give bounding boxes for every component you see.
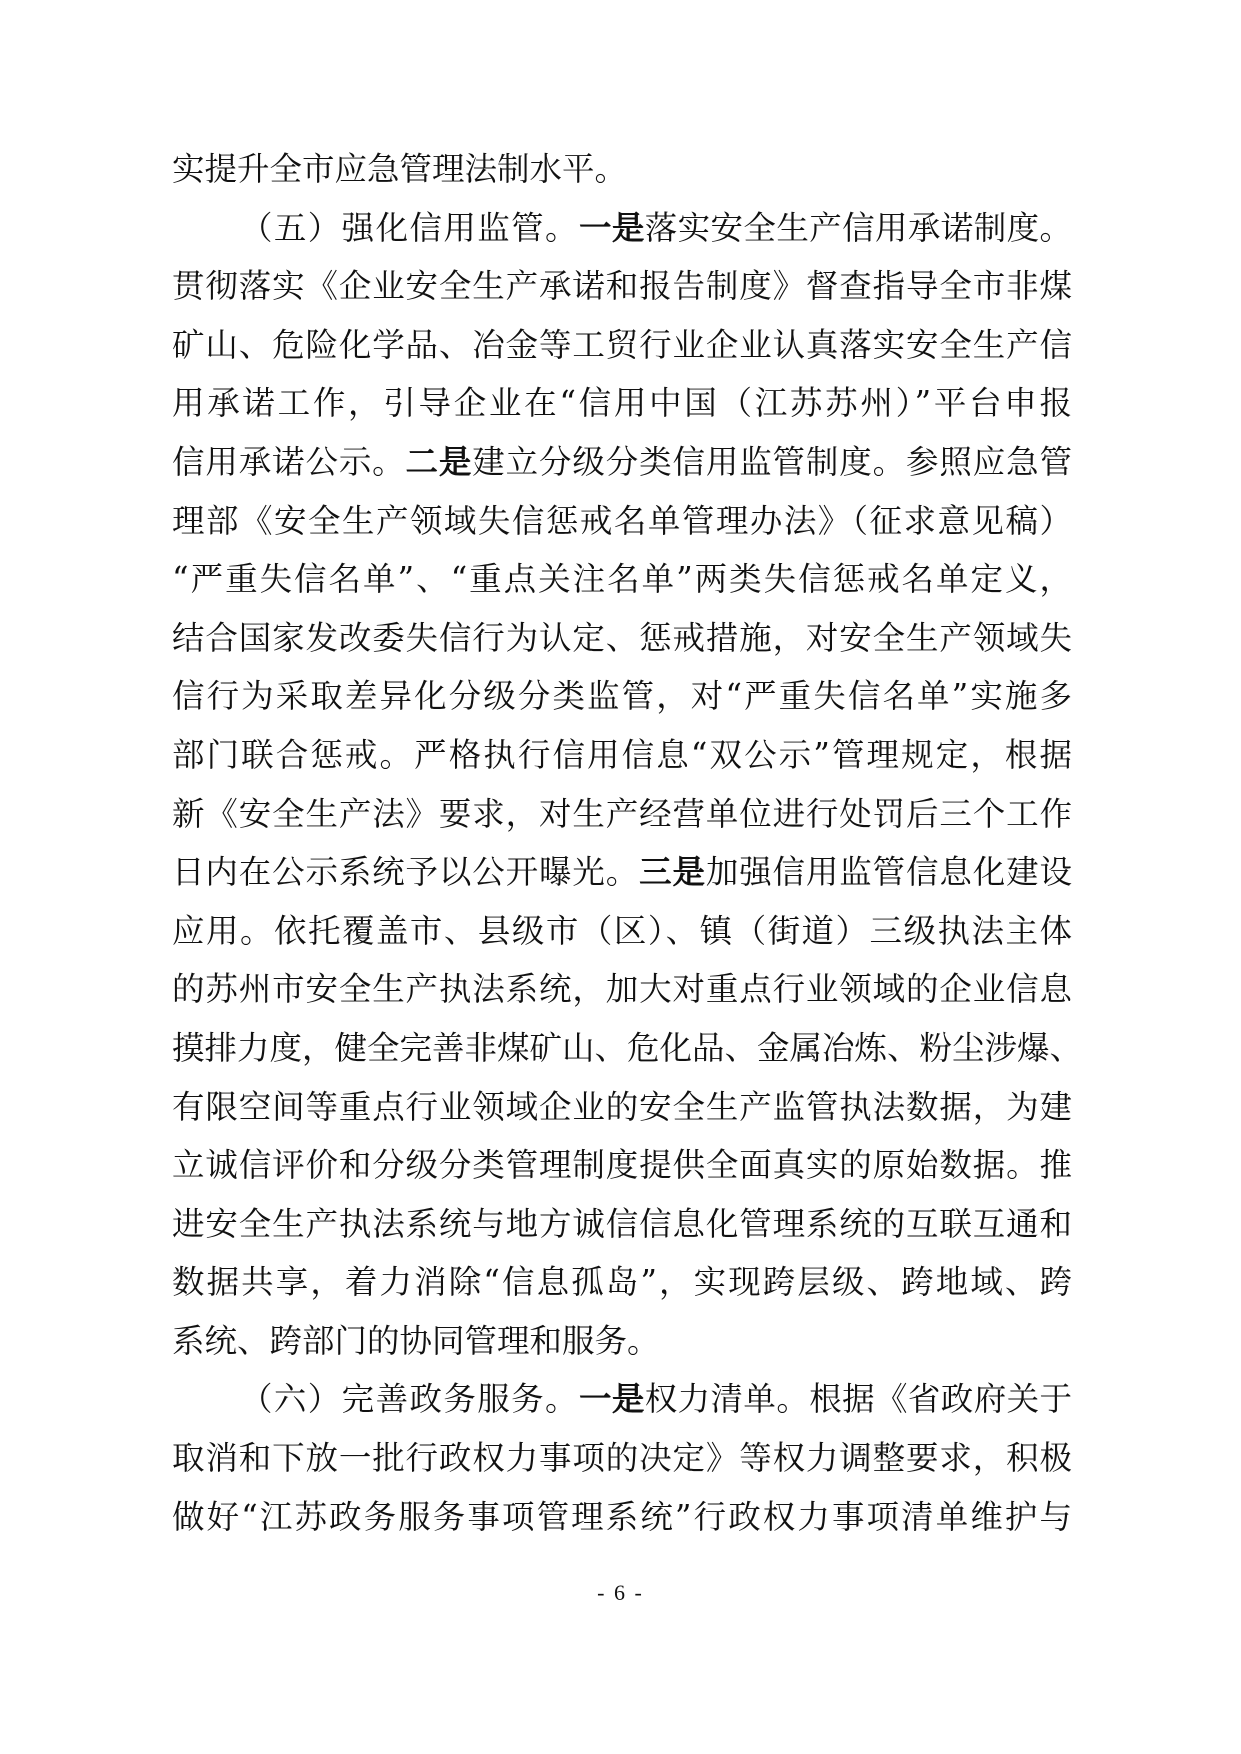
- text-line: [172, 374, 1072, 433]
- text-run: 权力清单。根据《省政府关于: [644, 1380, 1072, 1419]
- text-line: [172, 550, 1072, 609]
- text-run: 信行为采取差异化分级分类监管，对“严重失信名单”实施多: [172, 677, 1072, 716]
- text-run: 有限空间等重点行业领域企业的安全生产监管执法数据，为建: [172, 1087, 1072, 1126]
- document-body: [172, 140, 1083, 1546]
- section-heading-line: [172, 199, 1072, 258]
- text-line: [172, 785, 1072, 844]
- text-run: 部门联合惩戒。严格执行信用信息“双公示”管理规定，根据: [172, 735, 1072, 774]
- text-line: [172, 1078, 1072, 1137]
- text-line: [172, 140, 1072, 199]
- text-line: [172, 257, 1072, 316]
- text-run: 新《安全生产法》要求，对生产经营单位进行处罚后三个工作: [172, 794, 1072, 833]
- text-run: 摸排力度，健全完善非煤矿山、危化品、金属冶炼、粉尘涉爆、: [172, 1028, 1083, 1067]
- text-run: “严重失信名单”、“重点关注名单”两类失信惩戒名单定义，: [172, 560, 1072, 599]
- text-line: [172, 1253, 1072, 1312]
- bold-enumerator: 一是: [578, 1380, 645, 1419]
- text-run: 取消和下放一批行政权力事项的决定》等权力调整要求，积极: [172, 1439, 1072, 1478]
- bold-enumerator: 一是: [578, 208, 645, 247]
- text-run: 的苏州市安全生产执法系统，加大对重点行业领域的企业信息: [172, 970, 1072, 1009]
- text-run: 加强信用监管信息化建设: [705, 853, 1072, 892]
- text-line: [172, 492, 1072, 551]
- text-line: [172, 1488, 1072, 1547]
- text-run: 结合国家发改委失信行为认定、惩戒措施，对安全生产领域失: [172, 618, 1072, 657]
- text-run: 数据共享，着力消除“信息孤岛”，实现跨层级、跨地域、跨: [172, 1263, 1072, 1302]
- text-line: [172, 960, 1072, 1019]
- text-run: 贯彻落实《企业安全生产承诺和报告制度》督查指导全市非煤: [172, 267, 1072, 306]
- section-heading-line: [172, 1370, 1072, 1429]
- bold-enumerator: 二是: [405, 442, 473, 481]
- text-line: [172, 1195, 1072, 1254]
- text-line: [172, 902, 1072, 961]
- section-heading: （五）强化信用监管。: [240, 208, 579, 247]
- text-run: 立诚信评价和分级分类管理制度提供全面真实的原始数据。推: [172, 1146, 1072, 1185]
- text-run: 理部《安全生产领域失信惩戒名单管理办法》（征求意见稿）: [172, 501, 1072, 540]
- text-run: 日内在公示系统予以公开曝光。: [172, 853, 640, 892]
- text-line: [172, 1312, 1072, 1371]
- text-run: 进安全生产执法系统与地方诚信信息化管理系统的互联互通和: [172, 1204, 1072, 1243]
- text-line: [172, 609, 1072, 668]
- text-run: 落实安全生产信用承诺制度。: [644, 208, 1072, 247]
- text-run: 系统、跨部门的协同管理和服务。: [172, 1321, 660, 1360]
- text-run: 矿山、危险化学品、冶金等工贸行业企业认真落实安全生产信: [172, 325, 1072, 364]
- text-line: [172, 1019, 1083, 1078]
- text-run: 用承诺工作，引导企业在“信用中国（江苏苏州）”平台申报: [172, 384, 1072, 423]
- text-run: 实提升全市应急管理法制水平。: [172, 150, 628, 188]
- text-run: 应用。依托覆盖市、县级市（区）、镇（街道）三级执法主体: [172, 911, 1072, 950]
- section-heading: （六）完善政务服务。: [240, 1380, 579, 1419]
- text-line: [172, 843, 1072, 902]
- text-line: [172, 667, 1072, 726]
- text-line: [172, 1136, 1072, 1195]
- text-line: [172, 316, 1072, 375]
- text-line: [172, 726, 1072, 785]
- text-line: [172, 433, 1072, 492]
- bold-enumerator: 三是: [639, 853, 706, 892]
- text-run: 建立分级分类信用监管制度。参照应急管: [472, 442, 1072, 481]
- text-line: [172, 1429, 1072, 1488]
- page-number: - 6 -: [597, 1580, 644, 1605]
- text-run: 做好“江苏政务服务事项管理系统”行政权力事项清单维护与: [172, 1497, 1072, 1536]
- text-run: 信用承诺公示。: [172, 442, 406, 481]
